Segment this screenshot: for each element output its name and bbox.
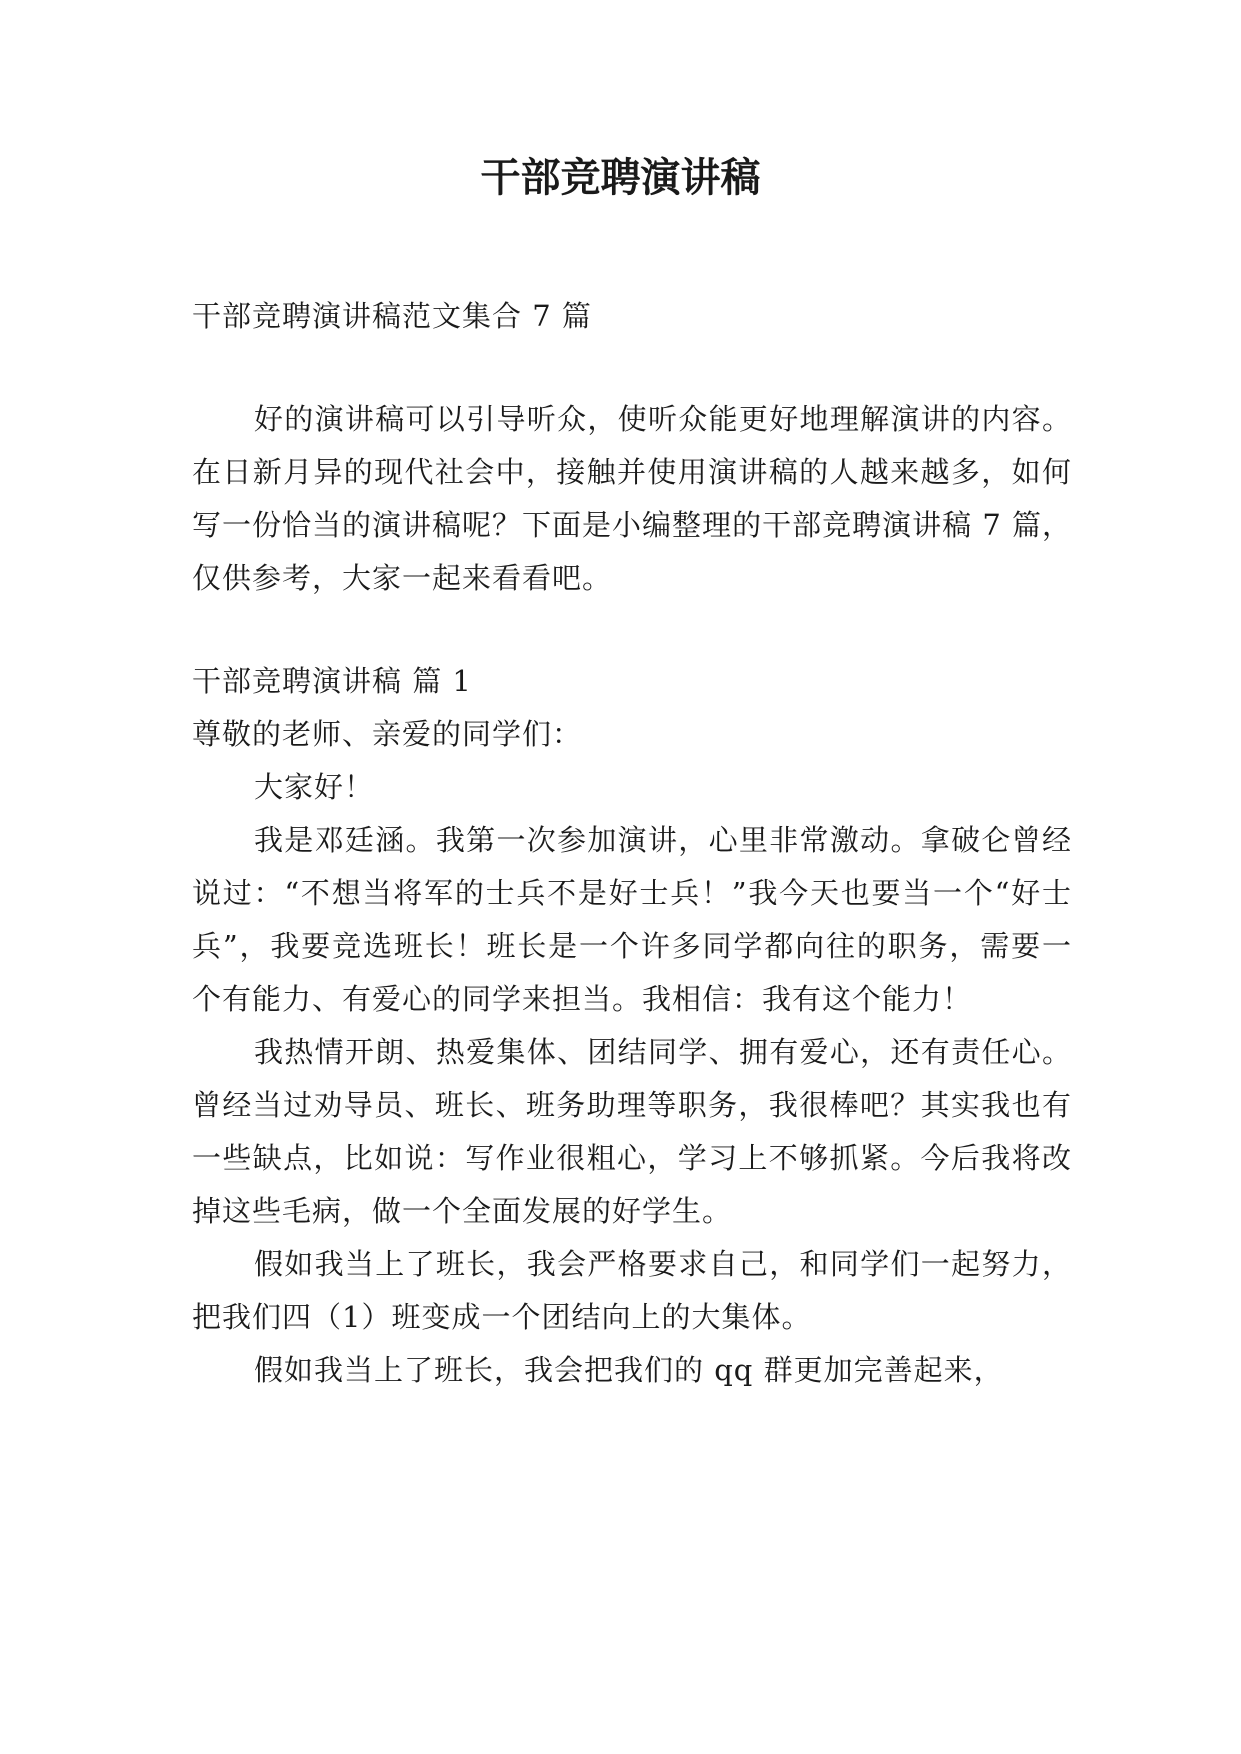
body-paragraph: 假如我当上了班长，我会严格要求自己，和同学们一起努力，把我们四（1）班变成一个团结向上的大集体。 <box>192 1247 1072 1334</box>
document-body <box>192 290 1072 1397</box>
body-paragraph: 我是邓廷涵。我第一次参加演讲，心里非常激动。拿破仑曾经说过：“不想当将军的士兵不是好士兵！”我今天也要当一个“好士兵”，我要竞选班长！班长是一个许多同学都向往的职务，需要一个有能力、有爱心的同学来担当。我相信：我有这个能力！ <box>192 823 1072 1016</box>
document-title: 干部竞聘演讲稿 <box>480 154 761 201</box>
body-paragraph: 假如我当上了班长，我会把我们的 qq 群更加完善起来， <box>254 1353 1004 1387</box>
body-paragraph: 大家好！ <box>254 770 375 804</box>
body-paragraph: 我热情开朗、热爱集体、团结同学、拥有爱心，还有责任心。曾经当过劝导员、班长、班务助理等职务，我很棒吧？其实我也有一些缺点，比如说：写作业很粗心，学习上不够抓紧。今后我将改掉这些毛病，做一个全面发展的好学生。 <box>192 1035 1072 1228</box>
document-subtitle: 干部竞聘演讲稿范文集合 7 篇 <box>192 299 592 333</box>
section-heading: 干部竞聘演讲稿 篇 1 <box>192 664 472 698</box>
salutation: 尊敬的老师、亲爱的同学们： <box>192 717 583 751</box>
intro-paragraph: 好的演讲稿可以引导听众，使听众能更好地理解演讲的内容。在日新月异的现代社会中，接触并使用演讲稿的人越来越多，如何写一份恰当的演讲稿呢？下面是小编整理的干部竞聘演讲稿 7 篇，仅供参考，大家一起来看看吧。 <box>192 402 1072 595</box>
